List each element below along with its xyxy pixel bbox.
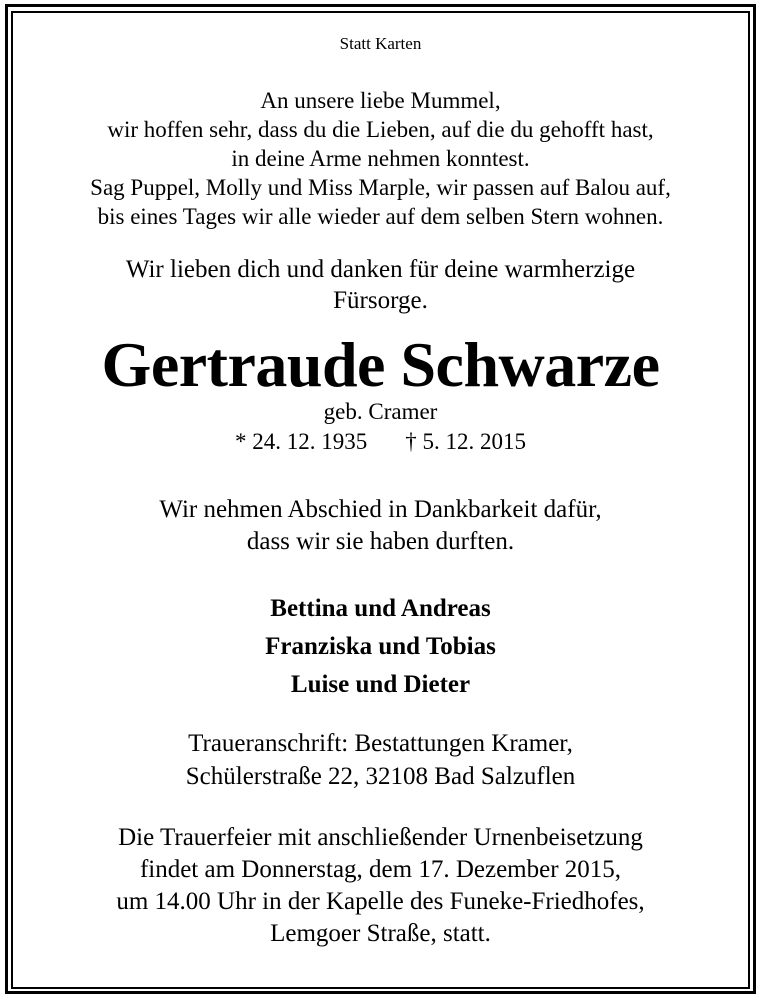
mourning-address-line: Traueranschrift: Bestattungen Kramer, xyxy=(188,730,573,757)
birth-date: * 24. 12. 1935 xyxy=(235,429,368,454)
mourning-address-line: Schülerstraße 22, 32108 Bad Salzuflen xyxy=(185,763,576,790)
death-date: † 5. 12. 2015 xyxy=(405,429,526,454)
farewell-line: dass wir sie haben durften. xyxy=(246,528,515,555)
life-dates xyxy=(0,427,761,457)
ceremony-line: Lemgoer Straße, statt. xyxy=(270,920,491,947)
ceremony-line: um 14.00 Uhr in der Kapelle des Funeke-Friedhofes, xyxy=(116,888,645,915)
family-member: Franziska und Tobias xyxy=(265,633,496,660)
family-member: Bettina und Andreas xyxy=(270,595,491,622)
poem-line: Sag Puppel, Molly und Miss Marple, wir passen auf Balou auf, xyxy=(90,175,671,200)
poem-line: wir hoffen sehr, dass du die Lieben, auf die du gehofft hast, xyxy=(107,117,654,142)
poem-line: bis eines Tages wir alle wieder auf dem selben Stern wohnen. xyxy=(97,204,664,229)
gratitude-line: Fürsorge. xyxy=(333,287,428,314)
ceremony-line: findet am Donnerstag, dem 17. Dezember 2015, xyxy=(139,856,622,883)
farewell-line: Wir nehmen Abschied in Dankbarkeit dafür, xyxy=(159,496,602,523)
ceremony-line: Die Trauerfeier mit anschließender Urnenbeisetzung xyxy=(118,824,643,851)
poem-line: An unsere liebe Mummel, xyxy=(260,88,501,113)
family-member: Luise und Dieter xyxy=(290,671,471,698)
birth-name: geb. Cramer xyxy=(323,399,438,424)
header-text: Statt Karten xyxy=(339,34,422,53)
deceased-name: Gertraude Schwarze xyxy=(101,329,660,400)
gratitude-line: Wir lieben dich und danken für deine warmherzige xyxy=(125,256,636,283)
poem-line: in deine Arme nehmen konntest. xyxy=(231,146,530,171)
